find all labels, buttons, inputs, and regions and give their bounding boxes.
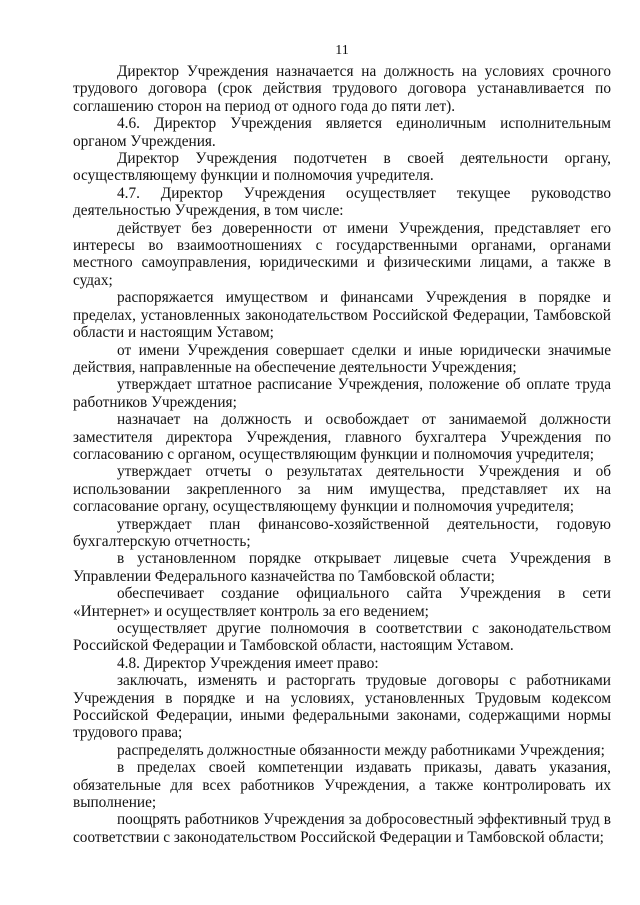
- paragraph-treasury-accounts: в установленном порядке открывает лицевые счета Учреждения в Управлении Федерального казначейства по Тамбовской области;: [73, 550, 611, 585]
- paragraph-staff-schedule: утверждает штатное расписание Учреждения, положение об оплате труда работников Учреждения;: [73, 376, 611, 411]
- paragraph-issue-orders: в пределах своей компетенции издавать приказы, давать указания, обязательные для всех работников Учреждения, а также контролировать их выполнение;: [73, 759, 611, 812]
- paragraph-appoints-deputies: назначает на должность и освобождает от занимаемой должности заместителя директора Учреждения, главного бухгалтера Учреждения по согласованию с органом, осуществляющим функции и полномочия учредителя;: [73, 411, 611, 463]
- paragraph-reward-employees: поощрять работников Учреждения за добросовестный эффективный труд в соответствии с законодательством Российской Федерации и Тамбовской области;: [73, 811, 611, 846]
- paragraph-distribute-duties: распределять должностные обязанности между работниками Учреждения;: [117, 741, 605, 759]
- page-number: 11: [335, 43, 349, 58]
- document-page: [73, 44, 611, 846]
- paragraph-director-appointment: Директор Учреждения назначается на должность на условиях срочного трудового договора (срок действия трудового договора устанавливается по соглашению сторон на период от одного года до пяти лет).: [73, 63, 611, 115]
- paragraph-financial-plan: утверждает план финансово-хозяйственной деятельности, годовую бухгалтерскую отчетность;: [73, 515, 611, 550]
- paragraph-accountability: Директор Учреждения подотчетен в своей деятельности органу, осуществляющему функции и полномочия учредителя.: [73, 150, 611, 185]
- paragraph-official-website: обеспечивает создание официального сайта Учреждения в сети «Интернет» и осуществляет контроль за его ведением;: [73, 585, 611, 620]
- paragraph-labor-contracts: заключать, изменять и расторгать трудовые договоры с работниками Учреждения в порядке и на условиях, установленных Трудовым кодексом Российской Федерации, иными федеральными законами, содержащими нормы трудового права;: [73, 672, 611, 742]
- paragraph-4-6: 4.6. Директор Учреждения является единоличным исполнительным органом Учреждения.: [73, 115, 611, 150]
- paragraph-represents-interests: действует без доверенности от имени Учреждения, представляет его интересы во взаимоотношениях с государственными органами, органами местного самоуправления, юридическими и физическими лицами, а также в судах;: [73, 219, 611, 289]
- paragraph-4-7: 4.7. Директор Учреждения осуществляет текущее руководство деятельностью Учреждения, в том числе:: [73, 184, 611, 220]
- paragraph-concludes-transactions: от имени Учреждения совершает сделки и иные юридически значимые действия, направленные на обеспечение деятельности Учреждения;: [73, 341, 611, 376]
- paragraph-4-8: 4.8. Директор Учреждения имеет право:: [117, 654, 379, 672]
- paragraph-other-powers: осуществляет другие полномочия в соответствии с законодательством Российской Федерации и Тамбовской области, настоящим Уставом.: [73, 620, 611, 655]
- paragraph-approves-reports: утверждает отчеты о результатах деятельности Учреждения и об использовании закрепленного за ним имущества, представляет их на согласование органу, осуществляющему функции и полномочия учредителя;: [73, 463, 611, 516]
- paragraph-manages-property: распоряжается имуществом и финансами Учреждения в порядке и пределах, установленных законодательством Российской Федерации, Тамбовской области и настоящим Уставом;: [73, 289, 611, 342]
